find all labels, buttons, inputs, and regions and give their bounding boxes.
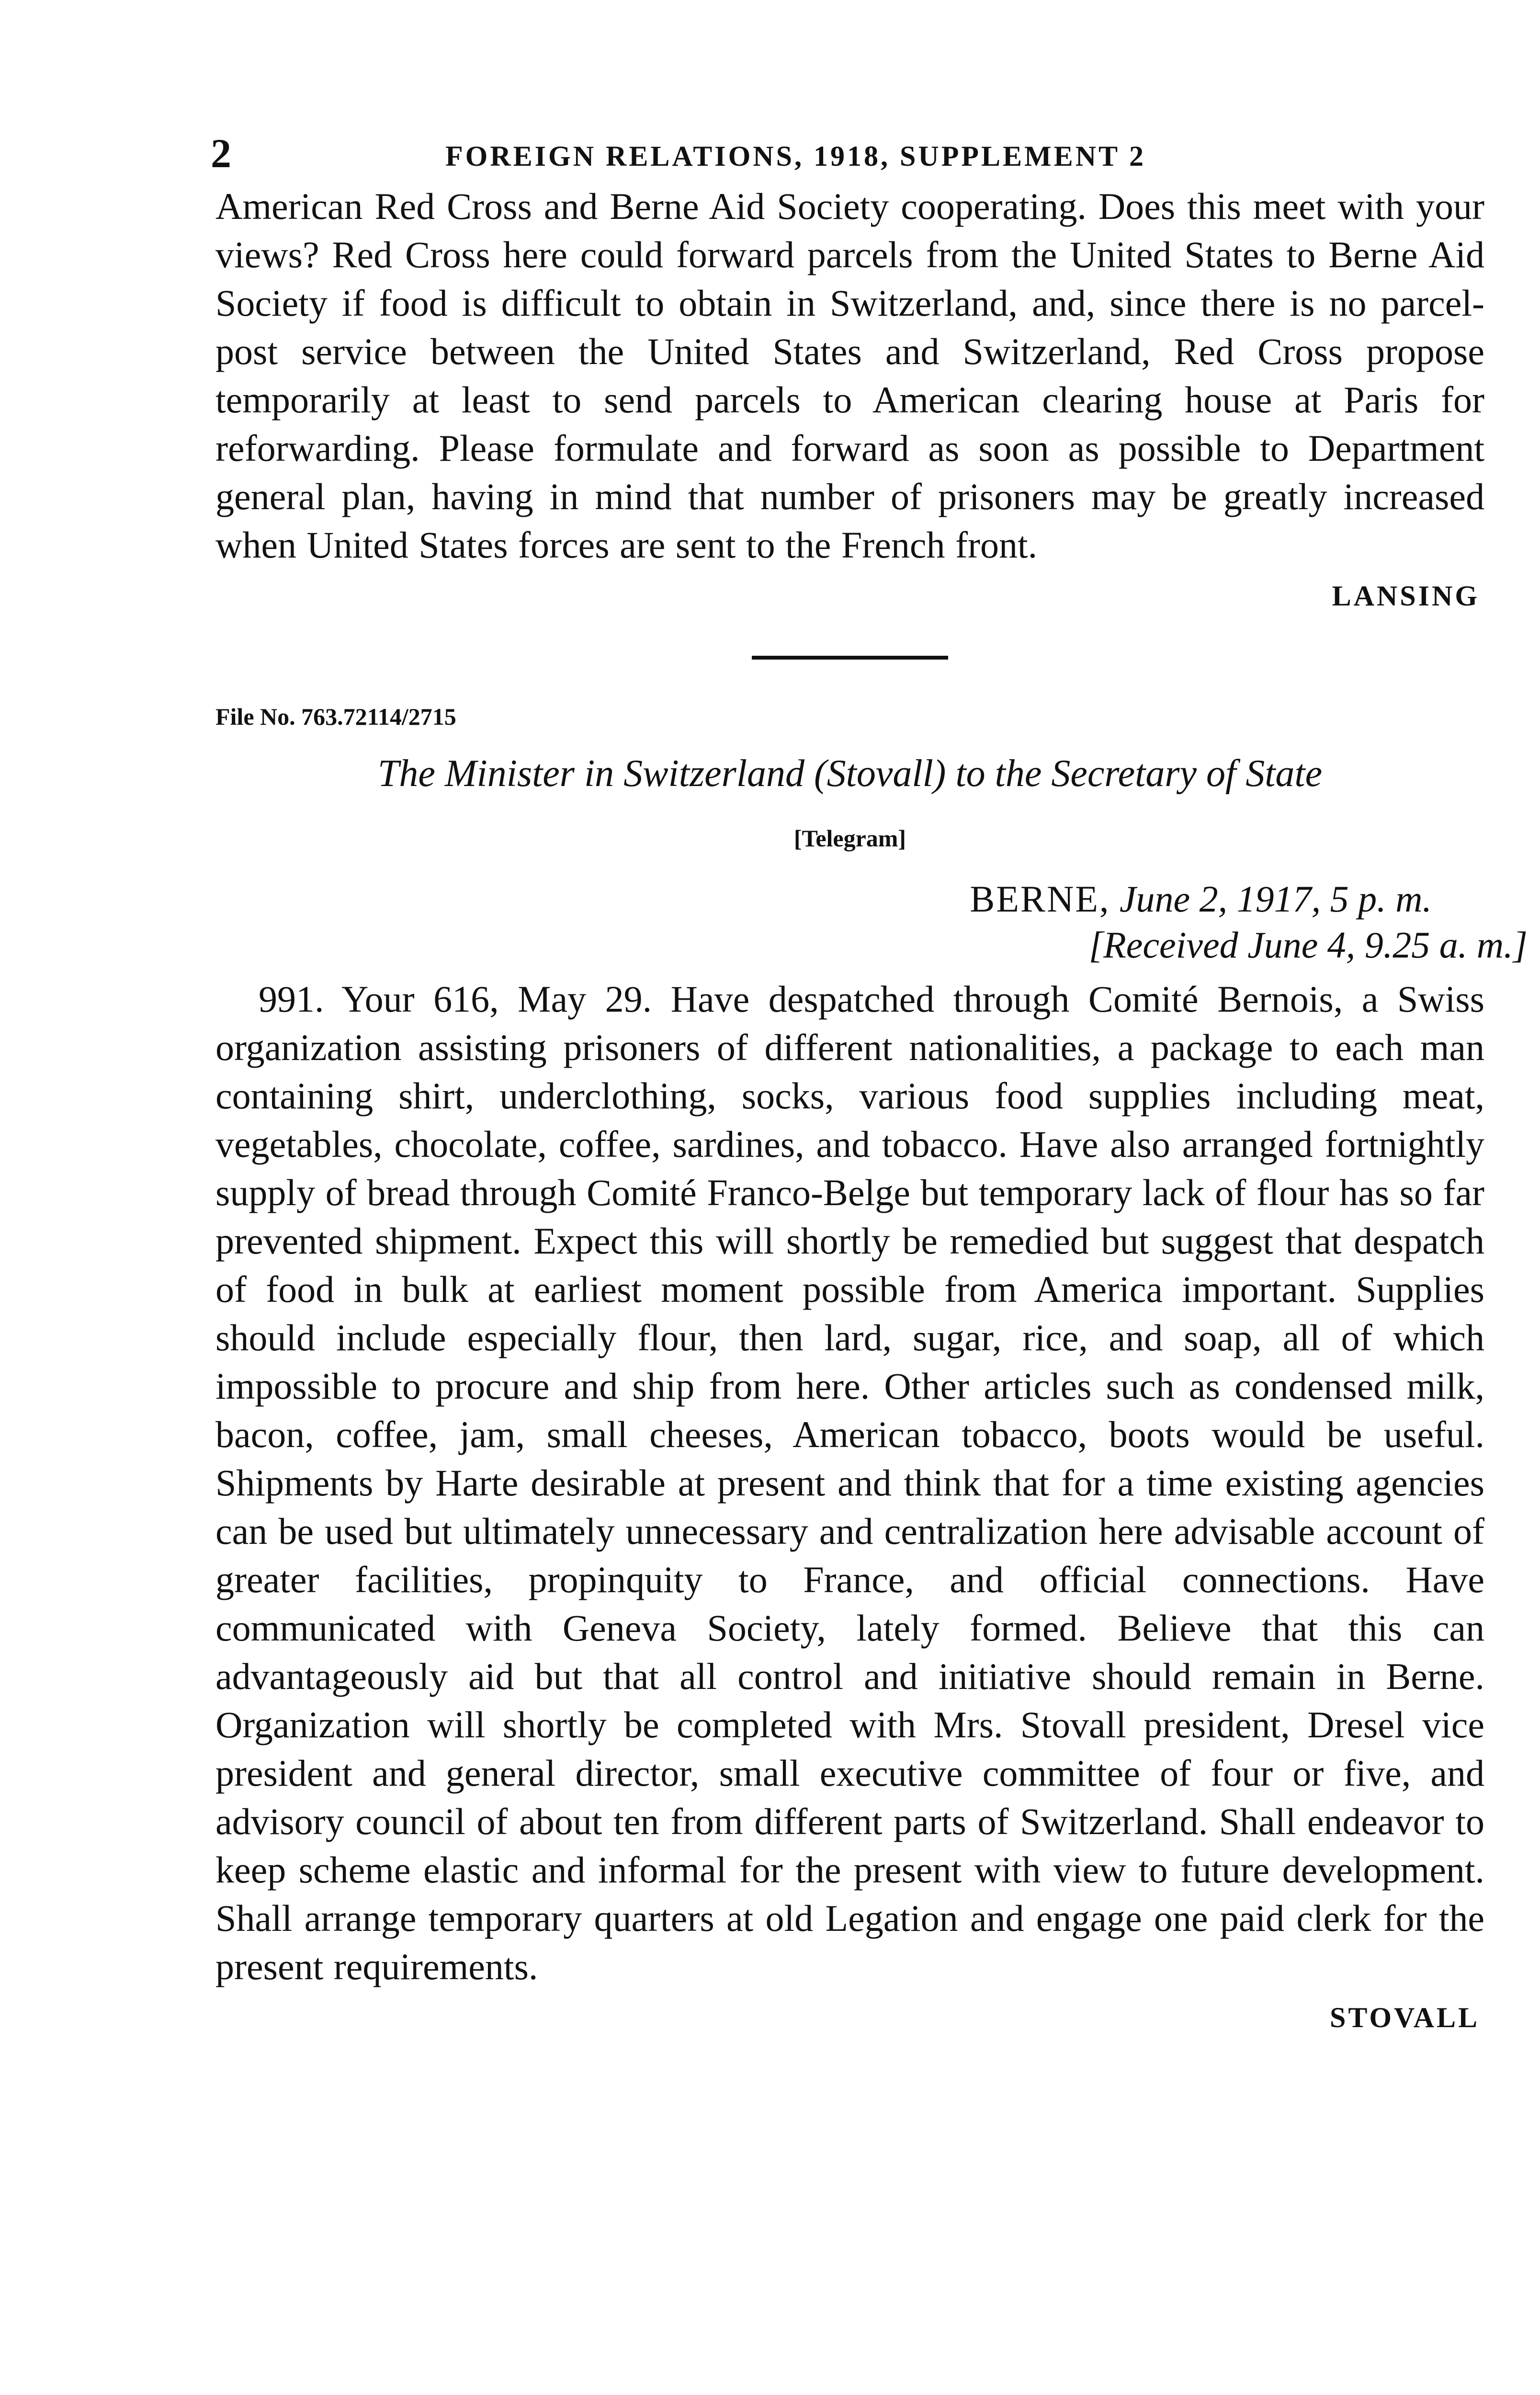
signature-lansing: LANSING bbox=[1332, 580, 1480, 612]
telegram-body: 991. Your 616, May 29. Have despatched through Comité Bernois, a Swiss organization assisting prisoners of different nationalities, a package to each man containing shirt, underclothing, socks, various food supplies including meat, vegetables, chocolate, coffee, sardines, and tobacco. Have also arranged fortnightly supply of bread through Comité Franco-Belge but temporary lack of flour has so far prevented shipment. Expect this will shortly be remedied but suggest that despatch of food in bulk at earliest moment possible from America important. Supplies should include especially flour, then lard, sugar, rice, and soap, all of which impossible to procure and ship from here. Other articles such as condensed milk, bacon, coffee, jam, small cheeses, American tobacco, boots would be useful. Shipments by Harte desirable at present and think that for a time existing agencies can be used but ultimately unnecessary and centralization here advisable account of greater facilities, propinquity to France, and official connections. Have communicated with Geneva Society, lately formed. Believe that this can advantageously aid but that all control and initiative should remain in Berne. Organization will shortly be completed with Mrs. Stovall president, Dresel vice president and general director, small executive committee of four or five, and advisory council of about ten from different parts of Switzerland. Shall endeavor to keep scheme elastic and informal for the present with view to future development. Shall arrange temporary quarters at old Legation and engage one paid clerk for the present requirements. bbox=[215, 978, 1484, 1987]
running-title: FOREIGN RELATIONS, 1918, SUPPLEMENT 2 bbox=[445, 140, 1146, 172]
dateline bbox=[215, 876, 1484, 922]
file-number: File No. 763.72114/2715 bbox=[215, 703, 456, 730]
page-number: 2 bbox=[211, 130, 231, 176]
continued-paragraph: American Red Cross and Berne Aid Society cooperating. Does this meet with your views? Red Cross here could forward parcels from the United States to Berne Aid Society if food is difficult to obtain in Switzerland, and, since there is no parcel-post service between the United States and Switzerland, Red Cross propose temporarily at least to send parcels to American clearing house at Paris for reforwarding. Please formulate and forward as soon as possible to Department general plan, having in mind that number of prisoners may be greatly increased when United States forces are sent to the French front. bbox=[215, 185, 1484, 566]
dateline-date: June 2, 1917, 5 p. m. bbox=[1119, 878, 1432, 920]
received-line: [Received June 4, 9.25 a. m.] bbox=[1088, 924, 1528, 966]
section-divider bbox=[752, 656, 948, 660]
document-type: [Telegram] bbox=[793, 825, 906, 852]
document-page bbox=[211, 129, 1528, 2034]
dateline-place: BERNE, bbox=[970, 878, 1110, 920]
signature-stovall: STOVALL bbox=[1330, 2002, 1480, 2033]
running-header bbox=[211, 129, 1484, 182]
document-title: The Minister in Switzerland (Stovall) to the Secretary of State bbox=[377, 753, 1323, 795]
